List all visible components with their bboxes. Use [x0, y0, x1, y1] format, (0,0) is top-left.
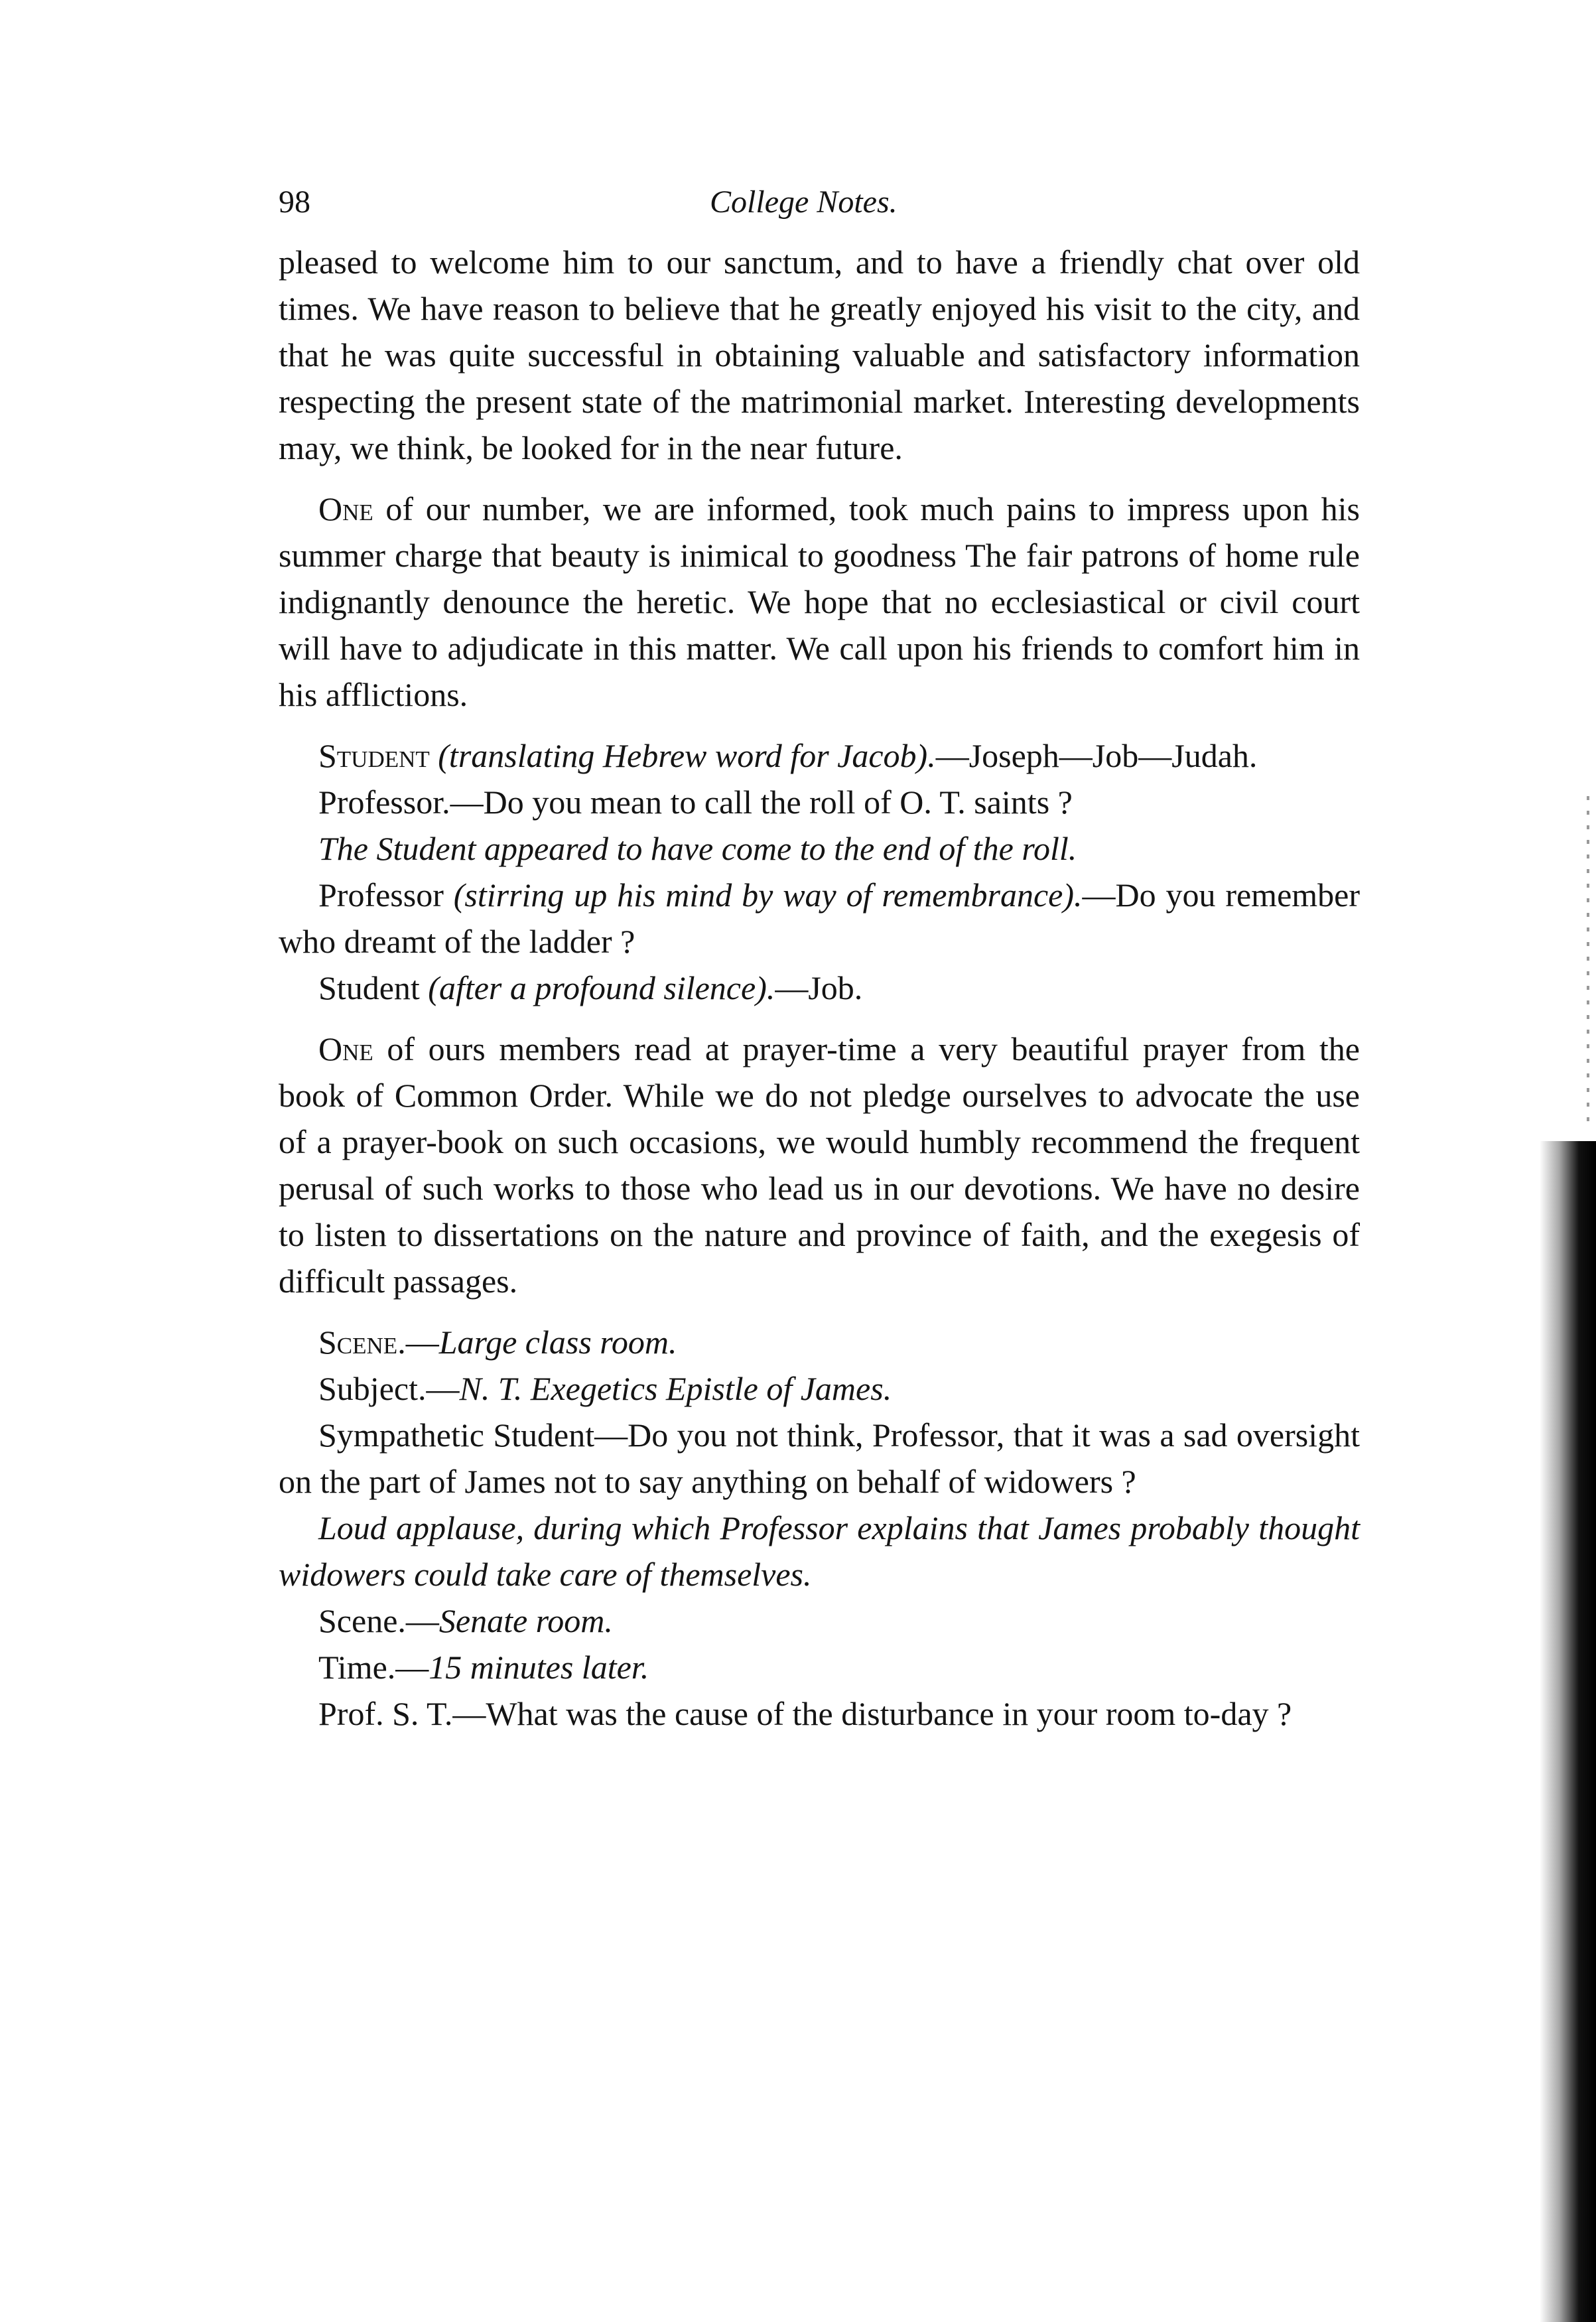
dialogue-line: [279, 825, 1360, 872]
scan-edge-speckle: [1587, 796, 1589, 1128]
stage-direction: Senate room.: [438, 1602, 613, 1639]
running-title: College Notes.: [710, 184, 898, 220]
dialogue-james: [279, 1319, 1360, 1737]
paragraph-body: of our number, we are informed, took much pains to impress upon his summer charge that beauty is inimical to goodness The fair patrons of home rule indignantly denounce the heretic. We hope that no ecclesiastical or civil court will have to adjudicate in this matter. We call upon his friends to comfort him in his afflictions.: [279, 490, 1360, 713]
speaker-label: Student: [318, 737, 430, 774]
dialogue-text: —Do you remember who dreamt of the ladder ?: [279, 876, 1360, 960]
dialogue-line: [279, 1644, 1360, 1690]
dialogue-dash: .—: [397, 1324, 439, 1361]
stage-direction: N. T. Exegetics Epistle of James.: [459, 1370, 892, 1407]
dialogue-line: Prof. S. T.—What was the cause of the disturbance in your room to-day ?: [318, 1695, 1292, 1732]
dialogue-line: Professor.—Do you mean to call the roll of O. T. saints ?: [318, 784, 1073, 821]
page-number: 98: [279, 184, 310, 220]
dialogue-line: [279, 1505, 1360, 1598]
dialogue-line: [279, 1598, 1360, 1644]
speaker-label: Student: [318, 969, 429, 1006]
stage-direction: 15 minutes later.: [429, 1649, 649, 1686]
stage-direction: The Student appeared to have come to the end of the roll.: [318, 830, 1077, 867]
dialogue-line: Sympathetic Student—Do you not think, Professor, that it was a sad oversight on the part of James not to say anything on behalf of widowers ?: [279, 1416, 1360, 1500]
paragraph-prayer: [279, 1026, 1360, 1304]
scan-edge-shadow: [1540, 1141, 1596, 2322]
stage-direction: (after a profound silence).: [428, 969, 775, 1006]
stage-direction: Loud applause, during which Professor explains that James probably thought widowers could take care of themselves.: [279, 1509, 1360, 1593]
document-page: [279, 179, 1360, 1751]
dialogue-hebrew: [279, 732, 1360, 1011]
stage-direction: Large class room.: [438, 1324, 677, 1361]
paragraph-lead-word: One: [318, 1030, 373, 1067]
speaker-label: Subject.—: [318, 1370, 460, 1407]
paragraph-lead-word: One: [318, 490, 373, 527]
stage-direction: (translating Hebrew word for Jacob).: [429, 737, 936, 774]
speaker-label: Professor: [318, 876, 454, 914]
dialogue-text: —Joseph—Job—Judah.: [935, 737, 1258, 774]
dialogue-line: [279, 965, 1360, 1011]
paragraph-beauty: [279, 486, 1360, 718]
speaker-label: Scene.—: [318, 1602, 439, 1639]
speaker-label: Time.—: [318, 1649, 429, 1686]
speaker-label: Scene: [318, 1324, 398, 1361]
paragraph-body: of ours members read at prayer-time a very beautiful prayer from the book of Common Order. While we do not pledge ourselves to advocate the use of a prayer-book on such occasions, we would humbly recommend the frequent perusal of such works to those who lead us in our devotions. We have no desire to listen to dissertations on the nature and province of faith, and the exegesis of difficult passages.: [279, 1030, 1360, 1300]
dialogue-line: [279, 1365, 1360, 1412]
dialogue-line: [279, 1319, 1360, 1365]
page-header: [279, 179, 1360, 239]
dialogue-line: [279, 872, 1360, 965]
paragraph-visit: pleased to welcome him to our sanctum, and to have a friendly chat over old times. We have reason to believe that he greatly enjoyed his visit to the city, and that he was quite successful in obtaining valuable and satisfactory information respecting the present state of the matrimonial market. Interesting developments may, we think, be looked for in the near future.: [279, 243, 1360, 466]
dialogue-text: —Job.: [775, 969, 863, 1006]
stage-direction: (stirring up his mind by way of remembrance).: [453, 876, 1083, 914]
dialogue-line: [279, 732, 1360, 779]
